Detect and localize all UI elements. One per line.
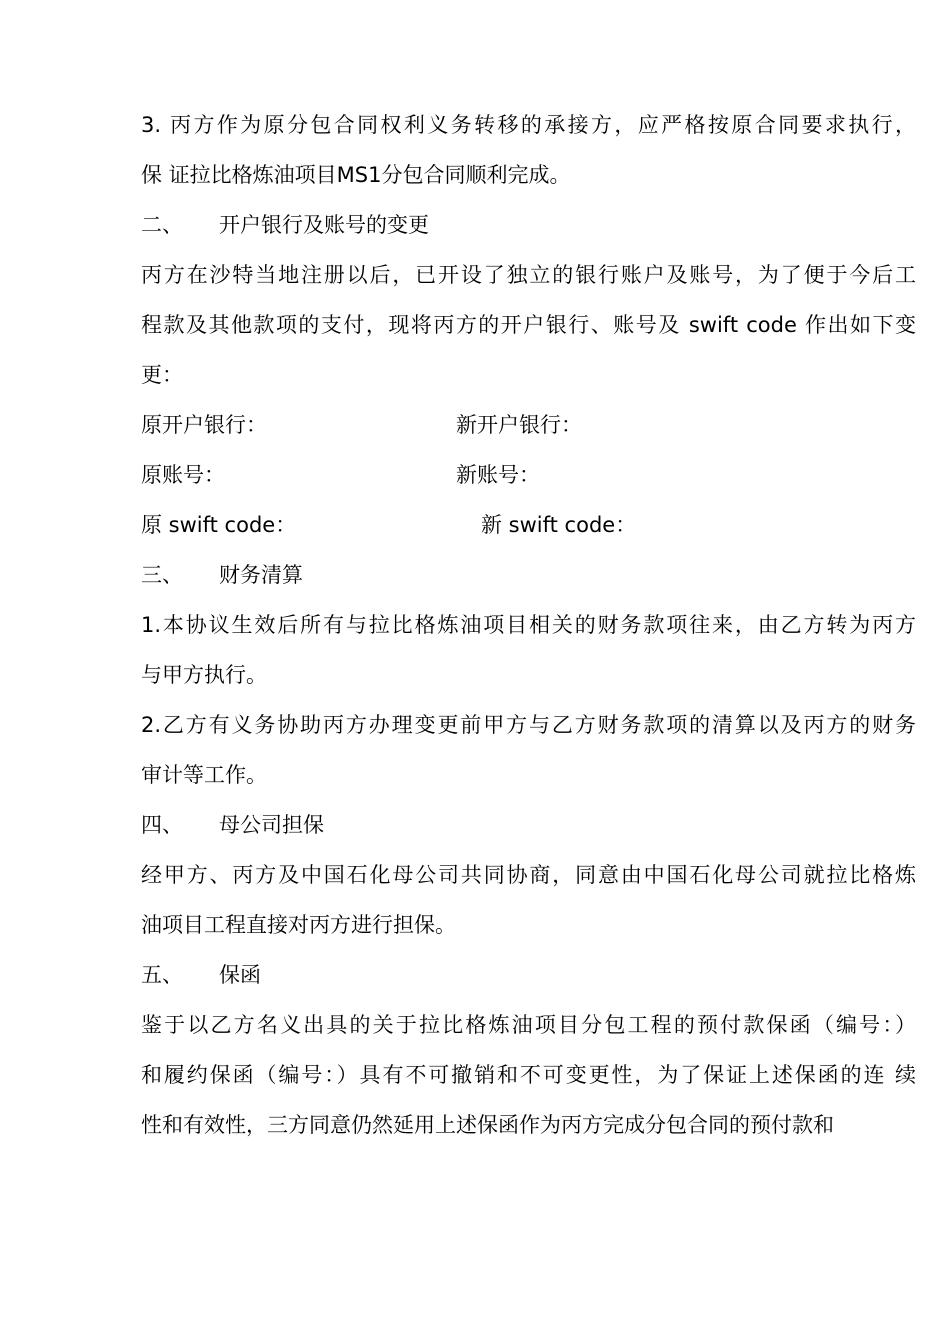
paragraph-bank-line3: 更： <box>141 363 183 387</box>
section-title: 财务清算 <box>219 563 303 587</box>
section-number: 五、 <box>141 963 183 987</box>
section-number: 三、 <box>141 563 183 587</box>
swift-fields-row <box>141 510 916 540</box>
section-title: 开户银行及账号的变更 <box>219 213 429 237</box>
paragraph-finance1-line2: 与甲方执行。 <box>141 663 267 687</box>
paragraph-guarantee-line2: 油项目工程直接对丙方进行担保。 <box>141 913 456 937</box>
new-swift-label: 新 swift code： <box>481 513 637 537</box>
paragraph-finance2-line2: 审计等工作。 <box>141 763 267 787</box>
section-heading-bond <box>141 960 916 990</box>
paragraph-finance1-line1: 1.本协议生效后所有与拉比格炼油项目相关的财务款项往来，由乙方转为丙方 <box>141 613 916 637</box>
paragraph-bond-line1: 鉴于以乙方名义出具的关于拉比格炼油项目分包工程的预付款保函（编号：） <box>141 1013 916 1037</box>
old-account-label: 原账号： <box>141 463 225 487</box>
account-fields-row <box>141 460 916 490</box>
section-title: 保函 <box>219 963 261 987</box>
section-heading-guarantee <box>141 810 916 840</box>
old-swift-label: 原 swift code： <box>141 513 297 537</box>
section-title: 母公司担保 <box>219 813 324 837</box>
new-bank-label: 新开户银行： <box>456 413 582 437</box>
paragraph-bond-line3: 性和有效性，三方同意仍然延用上述保函作为丙方完成分包合同的预付款和 <box>141 1113 834 1137</box>
paragraph-bank-line2: 程款及其他款项的支付，现将丙方的开户银行、账号及 swift code 作出如下变 <box>141 313 916 337</box>
paragraph-guarantee-line1: 经甲方、丙方及中国石化母公司共同协商，同意由中国石化母公司就拉比格炼 <box>141 863 916 887</box>
paragraph-bond-line2: 和履约保函（编号：）具有不可撤销和不可变更性，为了保证上述保函的连 续 <box>141 1063 916 1087</box>
section-number: 四、 <box>141 813 183 837</box>
old-bank-label: 原开户银行： <box>141 413 267 437</box>
bank-fields-row <box>141 410 916 440</box>
paragraph-item3-line1: 3. 丙方作为原分包合同权利义务转移的承接方，应严格按原合同要求执行， <box>141 113 916 137</box>
paragraph-finance2-line1: 2.乙方有义务协助丙方办理变更前甲方与乙方财务款项的清算以及丙方的财务 <box>141 713 916 737</box>
section-heading-finance <box>141 560 916 590</box>
new-account-label: 新账号： <box>456 463 540 487</box>
section-heading-bank-change <box>141 210 916 240</box>
section-number: 二、 <box>141 213 183 237</box>
paragraph-item3-line2: 保 证拉比格炼油项目MS1分包合同顺利完成。 <box>141 163 571 187</box>
paragraph-bank-line1: 丙方在沙特当地注册以后，已开设了独立的银行账户及账号，为了便于今后工 <box>141 263 916 287</box>
